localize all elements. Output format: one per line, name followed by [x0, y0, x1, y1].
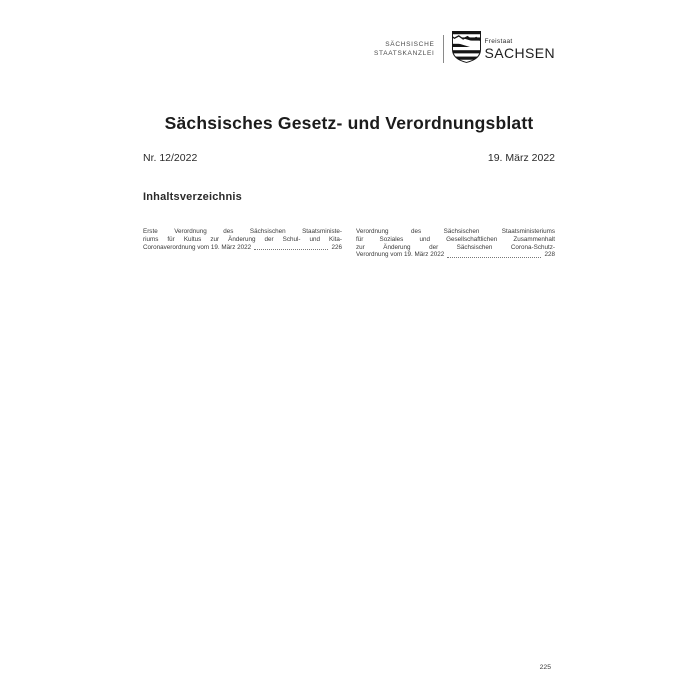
issue-number: Nr. 12/2022 — [143, 152, 198, 164]
issue-date: 19. März 2022 — [487, 152, 555, 164]
logo-divider — [443, 35, 444, 63]
toc-entry — [143, 228, 342, 251]
toc-entry-text: Verordnung vom 19. März 2022 — [356, 251, 445, 259]
saxony-coat-of-arms-icon — [452, 31, 481, 68]
page-title: Sächsisches Gesetz- und Verordnungsblatt — [164, 113, 534, 133]
toc-entry-text: Coronaverordnung vom 19. März 2022 — [143, 243, 252, 251]
toc-entry-lastline — [143, 244, 342, 252]
toc-entry-line: Verordnung des Sächsischen Staatsministeriums — [356, 228, 555, 235]
toc-page-number: 226 — [331, 243, 342, 251]
toc-entry-lastline — [356, 251, 555, 259]
freistaat-label: Freistaat — [484, 37, 513, 45]
toc-entry-line: für Soziales und Gesellschaftlichen Zusammenhalt — [356, 235, 555, 243]
toc-entry — [356, 228, 555, 259]
crest-group — [452, 31, 555, 68]
toc-entry-line: zur Änderung der Sächsischen Corona-Schutz- — [356, 243, 555, 251]
toc-columns — [143, 228, 555, 259]
toc-column-left — [143, 228, 342, 259]
toc-entry-line: Erste Verordnung des Sächsischen Staatsministe- — [143, 228, 342, 235]
agency-name — [374, 40, 435, 58]
toc-column-right — [356, 228, 555, 259]
toc-page-number: 228 — [544, 251, 555, 259]
dotted-leader — [254, 249, 328, 250]
dotted-leader — [447, 257, 541, 258]
agency-line1: SÄCHSISCHE — [385, 41, 435, 48]
header-logo — [374, 33, 555, 65]
footer-page-number: 225 — [539, 664, 551, 671]
issue-row — [143, 152, 555, 164]
toc-entry-line: riums für Kultus zur Änderung der Schul- und Kita- — [143, 235, 342, 243]
state-wordmark — [485, 38, 555, 61]
agency-line2: STAATSKANZLEI — [374, 50, 435, 57]
toc-heading: Inhaltsverzeichnis — [143, 191, 242, 203]
state-name: SACHSEN — [484, 44, 555, 61]
